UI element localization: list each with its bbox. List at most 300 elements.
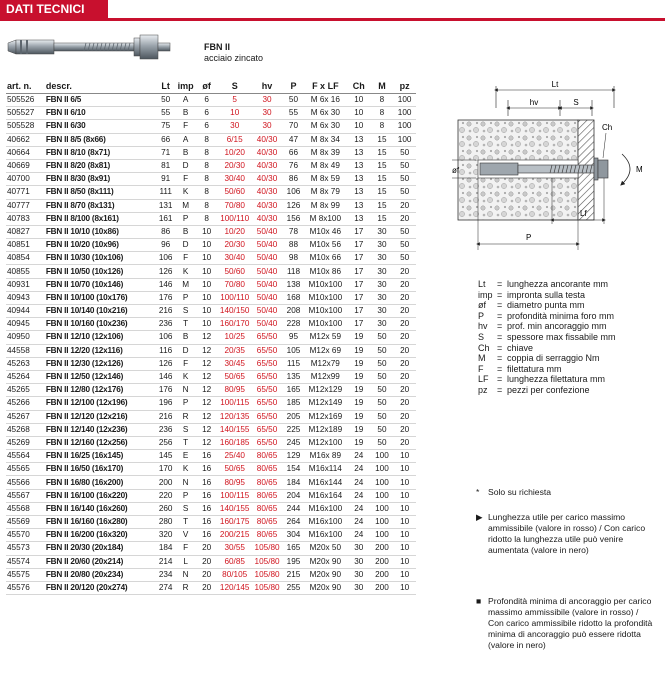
legend-equals: = [497, 279, 503, 289]
dim-m-label: M [636, 165, 643, 174]
cell-col-ch: 10 [347, 94, 371, 107]
cell-col-m: 50 [371, 384, 394, 397]
cell-col-art: 45576 [6, 581, 45, 594]
cell-col-lt: 200 [155, 476, 177, 489]
cell-col-pz: 20 [393, 278, 416, 291]
cell-col-ch: 17 [347, 239, 371, 252]
table-row [6, 265, 416, 278]
cell-col-p: 255 [283, 581, 304, 594]
cell-col-pz: 10 [393, 542, 416, 555]
cell-col-fxlf: M10x100 [304, 278, 347, 291]
cell-col-fxlf: M10x 46 [304, 225, 347, 238]
cell-col-ch: 24 [347, 516, 371, 529]
cell-col-pz: 10 [393, 516, 416, 529]
cell-col-lt: 161 [155, 212, 177, 225]
cell-col-ch: 13 [347, 186, 371, 199]
cell-col-descr: FBN II 12/100 (12x196) [45, 397, 155, 410]
cell-col-p: 115 [283, 357, 304, 370]
cell-col-ch: 24 [347, 529, 371, 542]
cell-col-fxlf: M20x 50 [304, 542, 347, 555]
cell-col-imp: D [176, 159, 194, 172]
cell-col-descr: FBN II 12/120 (12x216) [45, 410, 155, 423]
cell-col-p: 264 [283, 516, 304, 529]
header-col-fxlf: F x LF [304, 79, 347, 94]
cell-col-p: 50 [283, 94, 304, 107]
table-row [6, 107, 416, 120]
legend-equals: = [497, 353, 503, 364]
cell-col-imp: B [176, 331, 194, 344]
cell-col-m: 200 [371, 581, 394, 594]
cell-col-imp: F [176, 542, 194, 555]
cell-col-pz: 20 [393, 318, 416, 331]
cell-col-fxlf: M12x169 [304, 410, 347, 423]
cell-col-lt: 106 [155, 252, 177, 265]
cell-col-p: 168 [283, 291, 304, 304]
cell-col-descr: FBN II 10/10 (10x86) [45, 225, 155, 238]
cell-col-pz: 20 [393, 331, 416, 344]
cell-col-descr: FBN II 12/20 (12x116) [45, 344, 155, 357]
table-header-row [6, 79, 416, 94]
cell-col-s: 160/175 [219, 516, 251, 529]
cell-col-art: 40771 [6, 186, 45, 199]
cell-col-lt: 146 [155, 370, 177, 383]
legend-key: øf [478, 300, 486, 311]
cell-col-imp: A [176, 94, 194, 107]
cell-col-p: 165 [283, 542, 304, 555]
legend-item [478, 385, 616, 396]
cell-col-fxlf: M 6x 16 [304, 94, 347, 107]
legend-item [478, 332, 616, 343]
cell-col-s: 160/170 [219, 318, 251, 331]
cell-col-m: 30 [371, 239, 394, 252]
cell-col-ch: 13 [347, 133, 371, 146]
dim-p-label: P [526, 233, 532, 242]
cell-col-m: 50 [371, 331, 394, 344]
cell-col-lt: 106 [155, 331, 177, 344]
cell-col-descr: FBN II 12/80 (12x176) [45, 384, 155, 397]
cell-col-imp: V [176, 529, 194, 542]
cell-col-ch: 17 [347, 291, 371, 304]
cell-col-fxlf: M16x100 [304, 516, 347, 529]
cell-col-s: 70/80 [219, 199, 251, 212]
cell-col-m: 100 [371, 529, 394, 542]
cell-col-of: 12 [195, 397, 219, 410]
cell-col-ch: 24 [347, 463, 371, 476]
cell-col-imp: B [176, 146, 194, 159]
cell-col-pz: 50 [393, 225, 416, 238]
cell-col-m: 30 [371, 305, 394, 318]
cell-col-pz: 50 [393, 239, 416, 252]
cell-col-pz: 10 [393, 555, 416, 568]
table-row [6, 199, 416, 212]
cell-col-s: 140/155 [219, 502, 251, 515]
cell-col-ch: 17 [347, 305, 371, 318]
cell-col-descr: FBN II 10/20 (10x96) [45, 239, 155, 252]
cell-col-p: 47 [283, 133, 304, 146]
legend-value: profondità minima foro mm [507, 310, 615, 321]
cell-col-lt: 170 [155, 463, 177, 476]
cell-col-fxlf: M 8x100 [304, 212, 347, 225]
cell-col-lt: 274 [155, 581, 177, 594]
cell-col-hv: 65/50 [251, 397, 283, 410]
cell-col-hv: 50/40 [251, 291, 283, 304]
cell-col-descr: FBN II 8/10 (8x71) [45, 146, 155, 159]
legend-value: pezzi per confezione [507, 384, 590, 395]
cell-col-hv: 40/30 [251, 159, 283, 172]
cell-col-fxlf: M20x 90 [304, 568, 347, 581]
cell-col-imp: P [176, 291, 194, 304]
cell-col-fxlf: M12x129 [304, 384, 347, 397]
cell-col-fxlf: M12x79 [304, 357, 347, 370]
cell-col-fxlf: M 8x 59 [304, 173, 347, 186]
cell-col-lt: 126 [155, 357, 177, 370]
cell-col-art: 45263 [6, 357, 45, 370]
table-row [6, 94, 416, 107]
cell-col-p: 78 [283, 225, 304, 238]
cell-col-s: 80/105 [219, 568, 251, 581]
cell-col-fxlf: M 8x 34 [304, 133, 347, 146]
cell-col-m: 100 [371, 489, 394, 502]
cell-col-art: 40662 [6, 133, 45, 146]
cell-col-fxlf: M16x114 [304, 463, 347, 476]
legend-value: coppia di serraggio Nm [507, 353, 600, 364]
cell-col-lt: 131 [155, 199, 177, 212]
cell-col-of: 10 [195, 265, 219, 278]
cell-col-descr: FBN II 12/10 (12x106) [45, 331, 155, 344]
cell-col-m: 30 [371, 252, 394, 265]
cell-col-p: 70 [283, 120, 304, 133]
table-row [6, 450, 416, 463]
cell-col-descr: FBN II 10/50 (10x126) [45, 265, 155, 278]
header-col-hv: hv [251, 79, 283, 94]
cell-col-descr: FBN II 6/30 [45, 120, 155, 133]
cell-col-of: 10 [195, 318, 219, 331]
cell-col-m: 200 [371, 568, 394, 581]
cell-col-of: 20 [195, 568, 219, 581]
cell-col-s: 60/85 [219, 555, 251, 568]
cell-col-of: 8 [195, 173, 219, 186]
cell-col-art: 40854 [6, 252, 45, 265]
cell-col-p: 138 [283, 278, 304, 291]
cell-col-of: 20 [195, 542, 219, 555]
table-row [6, 370, 416, 383]
cell-col-art: 45268 [6, 423, 45, 436]
table-row [6, 225, 416, 238]
cell-col-descr: FBN II 8/100 (8x161) [45, 212, 155, 225]
cell-col-art: 45570 [6, 529, 45, 542]
cell-col-s: 200/215 [219, 529, 251, 542]
table-row [6, 357, 416, 370]
cell-col-lt: 86 [155, 225, 177, 238]
cell-col-pz: 20 [393, 291, 416, 304]
cell-col-p: 185 [283, 397, 304, 410]
header-col-p: P [283, 79, 304, 94]
legend-value: prof. min ancoraggio mm [507, 321, 607, 332]
cell-col-lt: 220 [155, 489, 177, 502]
cell-col-p: 195 [283, 555, 304, 568]
triangle-icon: ▶ [476, 512, 483, 522]
cell-col-m: 15 [371, 146, 394, 159]
cell-col-m: 30 [371, 278, 394, 291]
cell-col-of: 12 [195, 436, 219, 449]
cell-col-art: 44558 [6, 344, 45, 357]
cell-col-art: 45269 [6, 436, 45, 449]
cell-col-ch: 13 [347, 212, 371, 225]
cell-col-imp: P [176, 489, 194, 502]
table-row [6, 146, 416, 159]
cell-col-descr: FBN II 16/80 (16x200) [45, 476, 155, 489]
cell-col-hv: 105/80 [251, 542, 283, 555]
cell-col-lt: 320 [155, 529, 177, 542]
cell-col-descr: FBN II 16/200 (16x320) [45, 529, 155, 542]
cell-col-hv: 105/80 [251, 568, 283, 581]
cell-col-of: 20 [195, 581, 219, 594]
cell-col-p: 184 [283, 476, 304, 489]
header-col-imp: imp [176, 79, 194, 94]
cell-col-imp: D [176, 344, 194, 357]
cell-col-m: 15 [371, 212, 394, 225]
cell-col-hv: 50/40 [251, 305, 283, 318]
legend-key: F [478, 363, 484, 374]
cell-col-s: 100/110 [219, 212, 251, 225]
cell-col-lt: 126 [155, 265, 177, 278]
cell-col-art: 45575 [6, 568, 45, 581]
cell-col-imp: B [176, 225, 194, 238]
legend-key: Ch [478, 342, 490, 353]
dim-s-label: S [573, 98, 579, 107]
table-row [6, 278, 416, 291]
cell-col-imp: F [176, 252, 194, 265]
cell-col-descr: FBN II 20/120 (20x274) [45, 581, 155, 594]
cell-col-pz: 10 [393, 450, 416, 463]
dim-of-label: øf [452, 166, 460, 175]
cell-col-s: 30/40 [219, 173, 251, 186]
legend-value: diametro punta mm [507, 300, 585, 311]
cell-col-m: 100 [371, 463, 394, 476]
cell-col-pz: 100 [393, 133, 416, 146]
cell-col-s: 100/110 [219, 291, 251, 304]
legend-value: lunghezza filettatura mm [507, 374, 606, 385]
cell-col-s: 140/155 [219, 423, 251, 436]
legend-item [478, 290, 616, 301]
header-bar [0, 0, 665, 21]
cell-col-art: 45573 [6, 542, 45, 555]
cell-col-fxlf: M12x 59 [304, 331, 347, 344]
cell-col-ch: 24 [347, 489, 371, 502]
cell-col-ch: 17 [347, 265, 371, 278]
table-row [6, 397, 416, 410]
cell-col-m: 100 [371, 476, 394, 489]
cell-col-art: 45567 [6, 489, 45, 502]
cell-col-descr: FBN II 20/60 (20x214) [45, 555, 155, 568]
cell-col-s: 50/60 [219, 265, 251, 278]
cell-col-pz: 20 [393, 212, 416, 225]
cell-col-hv: 30 [251, 94, 283, 107]
cell-col-p: 165 [283, 384, 304, 397]
section-title: DATI TECNICI [0, 0, 108, 18]
cell-col-hv: 50/40 [251, 318, 283, 331]
cell-col-hv: 80/65 [251, 450, 283, 463]
cell-col-of: 10 [195, 239, 219, 252]
table-row [6, 542, 416, 555]
cell-col-ch: 24 [347, 476, 371, 489]
cell-col-imp: F [176, 173, 194, 186]
cell-col-of: 16 [195, 476, 219, 489]
cell-col-hv: 105/80 [251, 581, 283, 594]
cell-col-descr: FBN II 20/30 (20x184) [45, 542, 155, 555]
header-col-ch: Ch [347, 79, 371, 94]
cell-col-m: 200 [371, 555, 394, 568]
cell-col-imp: R [176, 410, 194, 423]
cell-col-hv: 40/30 [251, 146, 283, 159]
cell-col-art: 40783 [6, 212, 45, 225]
cell-col-p: 304 [283, 529, 304, 542]
cell-col-imp: P [176, 397, 194, 410]
dim-lf-label: Lf [580, 209, 587, 218]
cell-col-fxlf: M10x 56 [304, 239, 347, 252]
cell-col-s: 140/150 [219, 305, 251, 318]
cell-col-pz: 100 [393, 120, 416, 133]
table-row [6, 410, 416, 423]
cell-col-descr: FBN II 16/25 (16x145) [45, 450, 155, 463]
header-col-s: S [219, 79, 251, 94]
cell-col-pz: 50 [393, 252, 416, 265]
cell-col-art: 40855 [6, 265, 45, 278]
cell-col-fxlf: M10x 66 [304, 252, 347, 265]
cell-col-s: 50/60 [219, 186, 251, 199]
cell-col-of: 10 [195, 291, 219, 304]
cell-col-lt: 111 [155, 186, 177, 199]
cell-col-m: 100 [371, 516, 394, 529]
cell-col-pz: 10 [393, 463, 416, 476]
dim-lt-label: Lt [551, 80, 559, 89]
cell-col-s: 20/35 [219, 344, 251, 357]
cell-col-s: 5 [219, 94, 251, 107]
cell-col-lt: 91 [155, 173, 177, 186]
cell-col-p: 106 [283, 186, 304, 199]
cell-col-hv: 105/80 [251, 555, 283, 568]
product-material: acciaio zincato [204, 53, 264, 63]
square-icon: ■ [476, 596, 482, 606]
table-row [6, 463, 416, 476]
cell-col-pz: 20 [393, 423, 416, 436]
cell-col-ch: 10 [347, 120, 371, 133]
legend-equals: = [497, 363, 503, 374]
cell-col-s: 100/115 [219, 489, 251, 502]
cell-col-m: 30 [371, 318, 394, 331]
cell-col-p: 228 [283, 318, 304, 331]
cell-col-of: 16 [195, 529, 219, 542]
cell-col-pz: 10 [393, 489, 416, 502]
cell-col-of: 8 [195, 199, 219, 212]
legend-key: pz [478, 384, 488, 395]
cell-col-s: 70/80 [219, 278, 251, 291]
cell-col-art: 45568 [6, 502, 45, 515]
cell-col-art: 505527 [6, 107, 45, 120]
cell-col-art: 45264 [6, 370, 45, 383]
cell-col-lt: 216 [155, 410, 177, 423]
cell-col-fxlf: M16x 89 [304, 450, 347, 463]
cell-col-imp: T [176, 436, 194, 449]
cell-col-hv: 40/30 [251, 133, 283, 146]
header-col-pz: pz [393, 79, 416, 94]
cell-col-lt: 216 [155, 305, 177, 318]
table-row [6, 384, 416, 397]
cell-col-ch: 19 [347, 436, 371, 449]
cell-col-pz: 20 [393, 384, 416, 397]
cell-col-descr: FBN II 16/100 (16x220) [45, 489, 155, 502]
table-row [6, 318, 416, 331]
cell-col-descr: FBN II 6/5 [45, 94, 155, 107]
cell-col-pz: 10 [393, 502, 416, 515]
legend-item [478, 353, 616, 364]
cell-col-descr: FBN II 12/140 (12x236) [45, 423, 155, 436]
cell-col-of: 16 [195, 489, 219, 502]
cell-col-p: 55 [283, 107, 304, 120]
cell-col-of: 12 [195, 331, 219, 344]
legend-item [478, 300, 616, 311]
cell-col-m: 15 [371, 133, 394, 146]
cell-col-descr: FBN II 8/50 (8x111) [45, 186, 155, 199]
legend-key: M [478, 353, 486, 364]
table-row [6, 555, 416, 568]
cell-col-s: 6/15 [219, 133, 251, 146]
cell-col-descr: FBN II 10/30 (10x106) [45, 252, 155, 265]
cell-col-of: 10 [195, 305, 219, 318]
cell-col-ch: 19 [347, 397, 371, 410]
cell-col-pz: 50 [393, 173, 416, 186]
cell-col-pz: 50 [393, 186, 416, 199]
note-square-text: Profondità minima di ancoraggio per carico massimo ammissibile (valore in rosso) / Con carico ammissibile ridotto la profondità minima di ancoraggio può essere ridotta (valore in nero) [488, 596, 653, 650]
cell-col-ch: 24 [347, 450, 371, 463]
cell-col-descr: FBN II 10/100 (10x176) [45, 291, 155, 304]
cell-col-art: 45564 [6, 450, 45, 463]
cell-col-m: 50 [371, 370, 394, 383]
cell-col-descr: FBN II 16/50 (16x170) [45, 463, 155, 476]
cell-col-fxlf: M10x100 [304, 318, 347, 331]
cell-col-imp: S [176, 423, 194, 436]
cell-col-pz: 20 [393, 265, 416, 278]
cell-col-art: 40827 [6, 225, 45, 238]
cell-col-lt: 81 [155, 159, 177, 172]
cell-col-descr: FBN II 10/140 (10x216) [45, 305, 155, 318]
table-row [6, 133, 416, 146]
cell-col-lt: 234 [155, 568, 177, 581]
cell-col-hv: 50/40 [251, 252, 283, 265]
cell-col-pz: 10 [393, 476, 416, 489]
cell-col-fxlf: M12x100 [304, 436, 347, 449]
cell-col-hv: 80/65 [251, 463, 283, 476]
cell-col-fxlf: M16x100 [304, 502, 347, 515]
table-row [6, 252, 416, 265]
legend-key: P [478, 310, 485, 321]
cell-col-pz: 50 [393, 146, 416, 159]
cell-col-m: 100 [371, 450, 394, 463]
cell-col-fxlf: M10x100 [304, 305, 347, 318]
legend-item [478, 321, 616, 332]
cell-col-s: 120/135 [219, 410, 251, 423]
cell-col-p: 154 [283, 463, 304, 476]
cell-col-p: 208 [283, 305, 304, 318]
cell-col-of: 6 [195, 107, 219, 120]
cell-col-descr: FBN II 12/50 (12x146) [45, 370, 155, 383]
cell-col-hv: 50/40 [251, 265, 283, 278]
cell-col-art: 40950 [6, 331, 45, 344]
cell-col-pz: 10 [393, 529, 416, 542]
cell-col-hv: 50/40 [251, 278, 283, 291]
cell-col-hv: 65/50 [251, 410, 283, 423]
cell-col-hv: 30 [251, 120, 283, 133]
